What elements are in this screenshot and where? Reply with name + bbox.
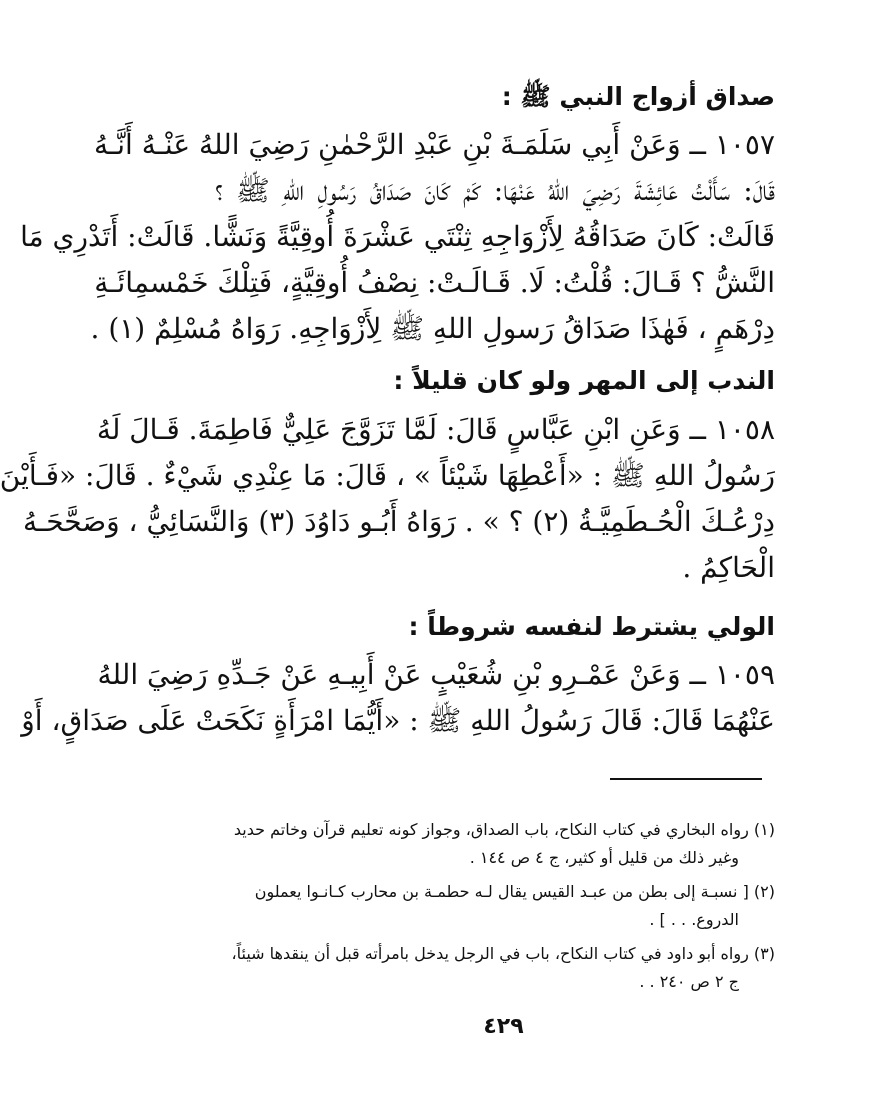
hadith-1058 <box>0 407 775 591</box>
text-line: قَالَ: سَأَلْتُ عَائِشَةَ رَضِيَ اللهُ عَنْهَا: كَمْ كَانَ صَدَاقُ رَسُولِ اللهِ ﷺ ؟ <box>215 174 775 207</box>
section-heading-mahr: الندب إلى المهر ولو كان قليلاً : <box>393 366 775 395</box>
text-line: ١٠٥٩ ــ وَعَنْ عَمْـرِو بْنِ شُعَيْبٍ عَنْ أَبِيـهِ عَنْ جَـدِّهِ رَضِيَ اللهُ <box>97 658 775 691</box>
footnote-line: ج ٢ ص ٢٤٠ . . <box>639 972 739 991</box>
text-line: دِرْهَمٍ ، فَهٰذَا صَدَاقُ رَسولِ اللهِ ﷺ لِأَزْوَاجِهِ. رَوَاهُ مُسْلِمٌ (١) . <box>90 312 775 345</box>
text-line: ١٠٥٧ ــ وَعَنْ أَبِي سَلَمَـةَ بْنِ عَبْدِ الرَّحْمٰنِ رَضِيَ اللهُ عَنْـهُ أَنَّـهُ <box>94 128 775 161</box>
footnotes <box>215 816 775 1002</box>
text-line: دِرْعُـكَ الْحُـطَمِيَّـةُ (٢) ؟ » . رَوَاهُ أَبُـو دَاوُدَ (٣) وَالنَّسَائِيُّ ، وَصَحَّحَـهُ <box>23 505 775 538</box>
footnote-divider <box>610 778 762 780</box>
footnote-3 <box>215 940 775 996</box>
footnote-1 <box>215 816 775 872</box>
hadith-1057 <box>20 122 775 352</box>
text-line: عَنْهُمَا قَالَ: قَالَ رَسُولُ اللهِ ﷺ : «أَيُّمَا امْرَأَةٍ نَكَحَتْ عَلَى صَدَاقٍ، أَوْ <box>21 704 775 737</box>
footnote-line: (٢) [ نسبـة إلى بطن من عبـد القيس يقال لـه حطمـة بن محارب كـانـوا يعملون <box>254 882 775 901</box>
text-line: الْحَاكِمُ . <box>682 551 775 584</box>
footnote-2 <box>215 878 775 934</box>
section-heading-guardian: الولي يشترط لنفسه شروطاً : <box>408 612 775 641</box>
footnote-line: (١) رواه البخاري في كتاب النكاح، باب الصداق، وجواز كونه تعليم قرآن وخاتم حديد <box>233 820 775 839</box>
hadith-1059 <box>21 652 775 744</box>
page-number: ٤٢٩ <box>483 1014 524 1039</box>
footnote-line: (٣) رواه أبو داود في كتاب النكاح، باب في الرجل يدخل بامرأته قبل أن ينقدها شيئاً، <box>231 944 775 963</box>
footnote-line: وغير ذلك من قليل أو كثير، ج ٤ ص ١٤٤ . <box>469 848 739 867</box>
section-heading-dowry: صداق أزواج النبي ﷺ : <box>501 82 775 111</box>
text-line: ١٠٥٨ ــ وَعَنِ ابْنِ عَبَّاسٍ قَالَ: لَمَّا تَزَوَّجَ عَلِيٌّ فَاطِمَةَ. قَـالَ لَهُ <box>96 413 775 446</box>
text-line: رَسُولُ اللهِ ﷺ : «أَعْطِهَا شَيْئاً » ، قَالَ: مَا عِنْدِي شَيْءٌ . قَالَ: «فَـأَيْنَ <box>0 459 775 492</box>
text-line: قَالَتْ: كَانَ صَدَاقُهُ لِأَزْوَاجِهِ ثِنْتَي عَشْرَةَ أُوقِيَّةً وَنَشًّا. قَالَتْ: أَتَدْرِي مَا <box>20 220 775 253</box>
footnote-line: الدروع. . . ] . <box>649 910 739 929</box>
text-line: النَّشُّ ؟ قَـالَ: قُلْتُ: لَا. قَـالَـتْ: نِصْفُ أُوقِيَّةٍ، فَتِلْكَ خَمْسمِائَـةِ <box>94 266 775 299</box>
